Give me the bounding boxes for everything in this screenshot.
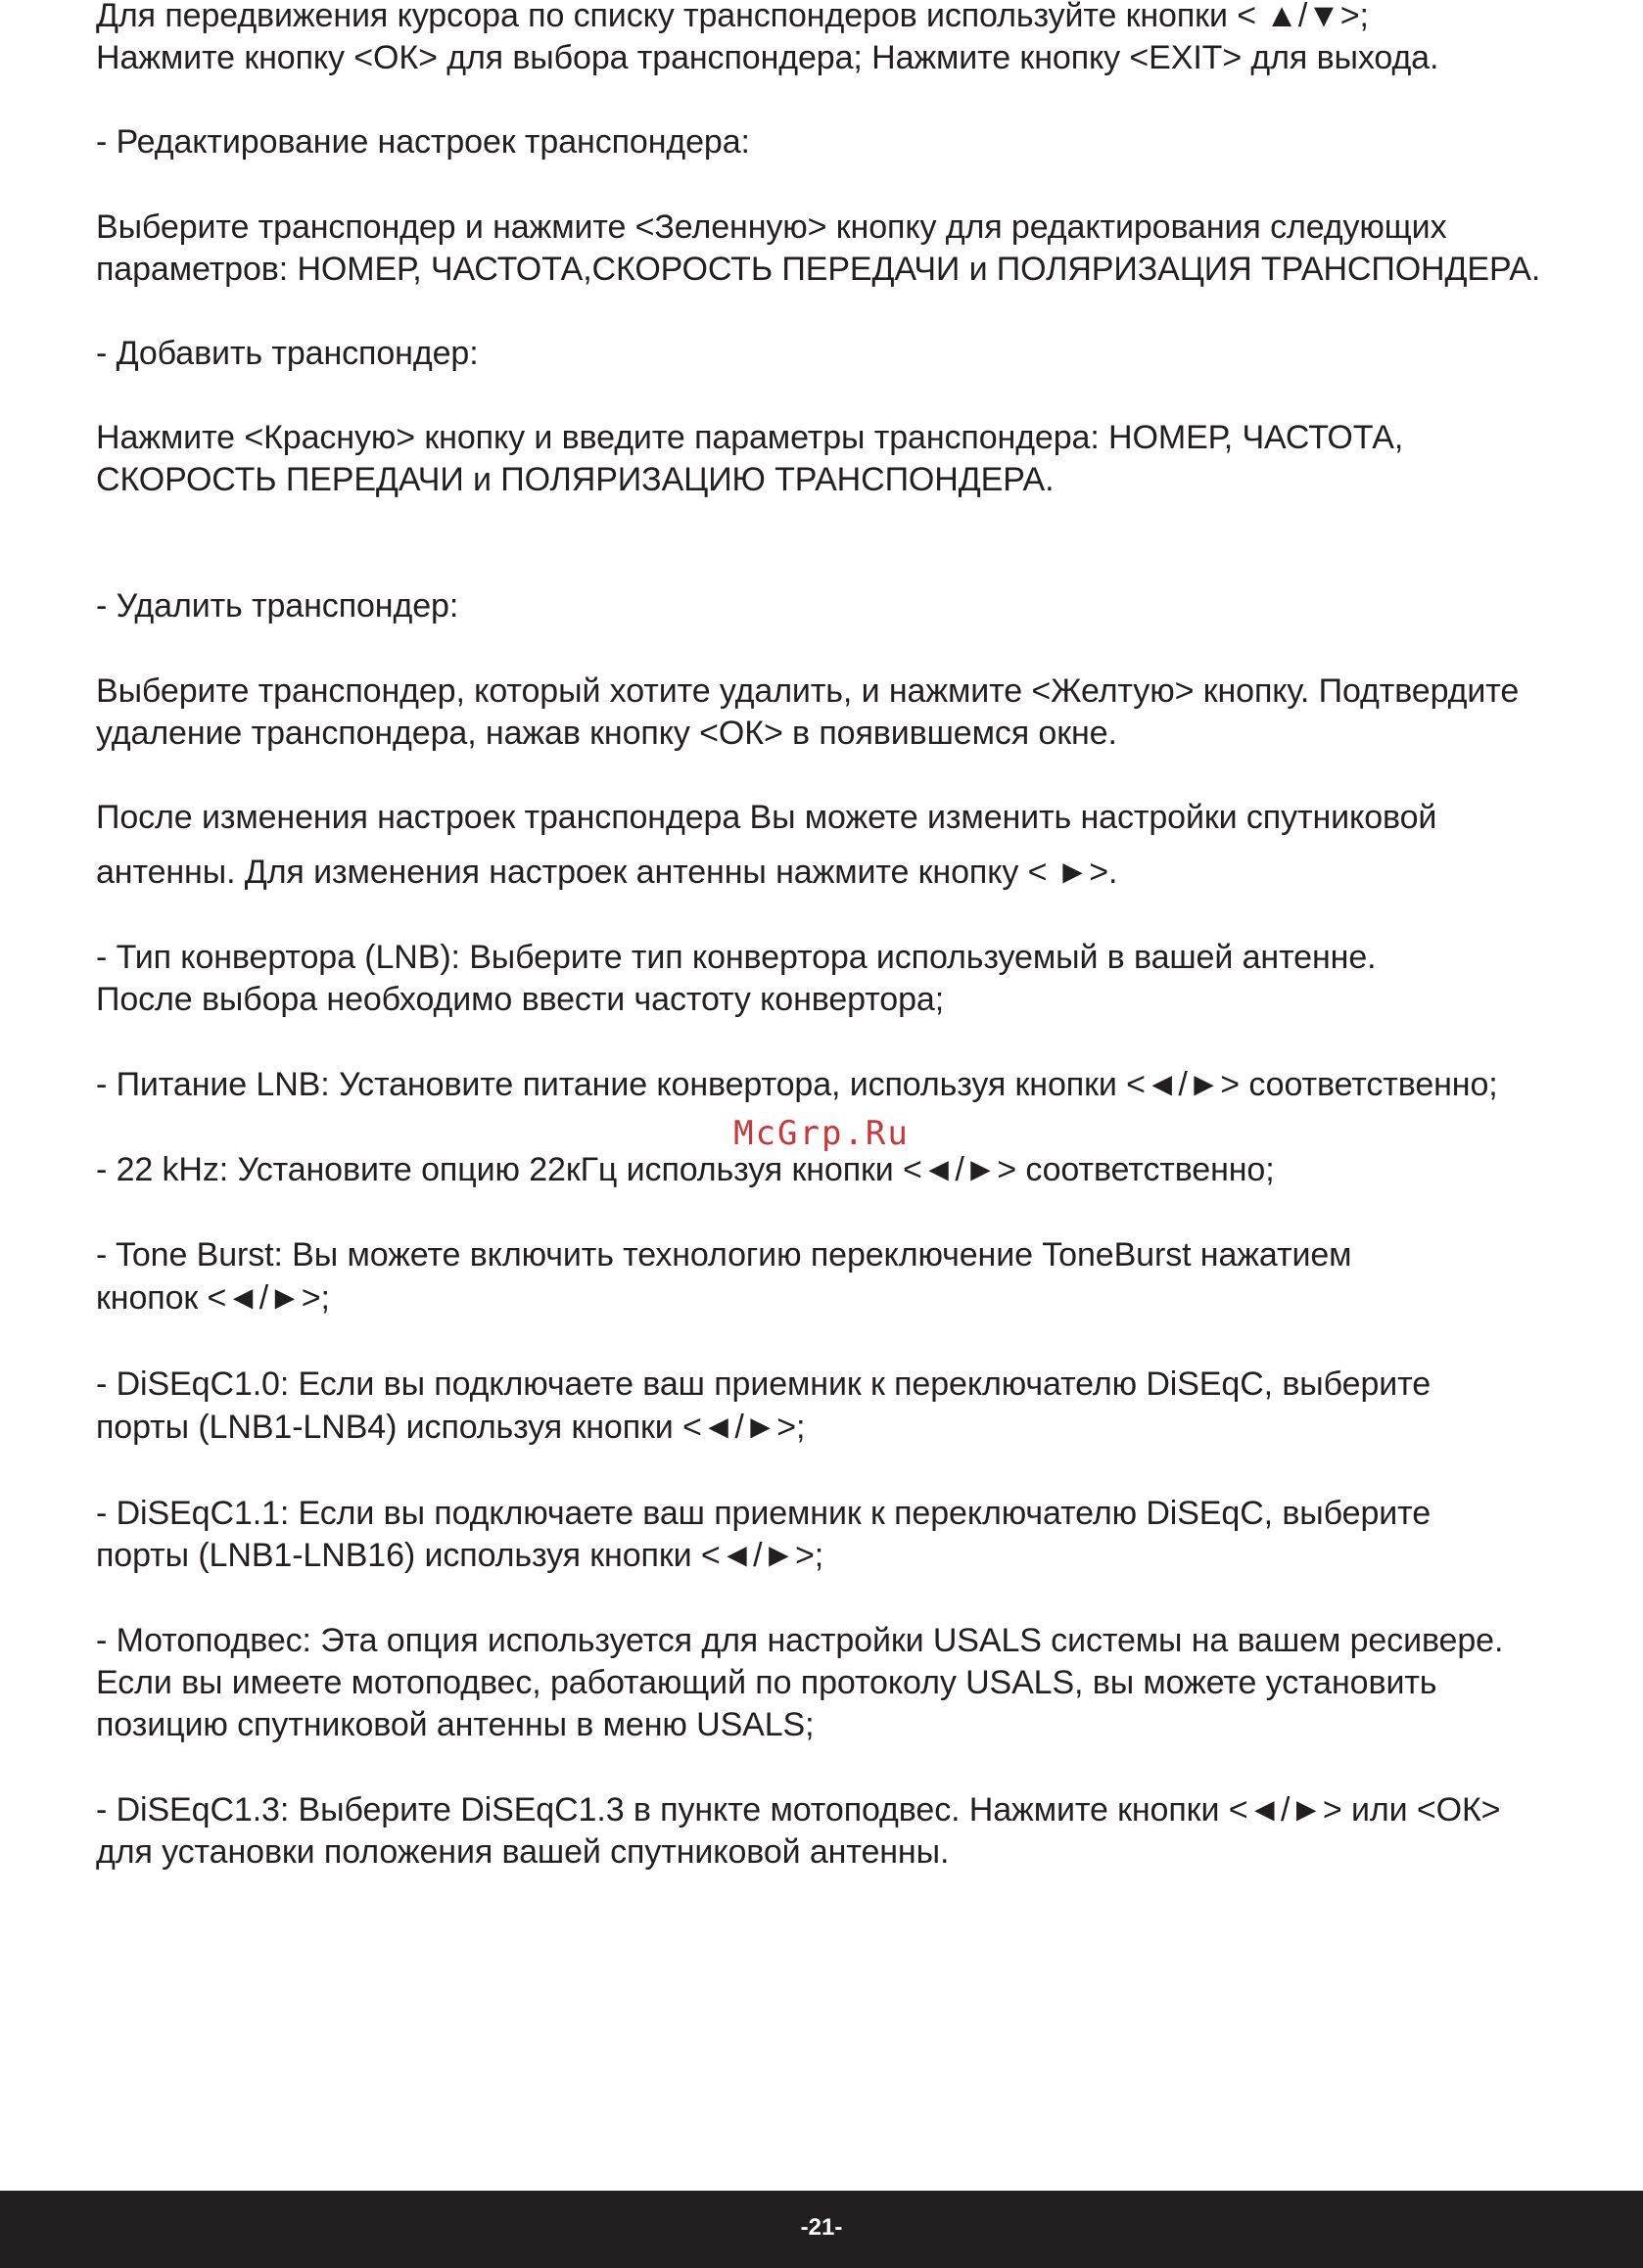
list-item-diseqc13: - DiSEqC1.3: Выберите DiSEqC1.3 в пункте мотоподвес. Нажмите кнопки <◄/►> или <ОК>: [96, 1791, 1501, 1828]
text-line: Выберите транспондер, который хотите удалить, и нажмите <Желтую> кнопку. Подтвердите: [96, 672, 1520, 710]
text-line: Нажмите <Красную> кнопку и введите параметры транспондера: НОМЕР, ЧАСТОТА,: [96, 419, 1404, 456]
text-line: СКОРОСТЬ ПЕРЕДАЧИ и ПОЛЯРИЗАЦИЮ ТРАНСПОНДЕРА.: [96, 461, 1055, 498]
page-footer: [0, 2191, 1643, 2268]
text-line: После выбора необходимо ввести частоту конвертора;: [96, 981, 945, 1018]
text-line: После изменения настроек транспондера Вы можете изменить настройки спутниковой: [96, 799, 1437, 836]
text-line: порты (LNB1-LNB16) используя кнопки <◄/►>;: [96, 1537, 824, 1574]
section-heading-delete: - Удалить транспондер:: [96, 587, 459, 625]
list-item-22khz: - 22 kHz: Установите опцию 22кГц используя кнопки <◄/►> соответственно;: [96, 1151, 1275, 1188]
text-line: Для передвижения курсора по списку транспондеров используйте кнопки < ▲/▼>;: [96, 0, 1369, 34]
list-item-lnb-power: - Питание LNB: Установите питание конвертора, используя кнопки <◄/►> соответственно;: [96, 1066, 1498, 1103]
list-item-diseqc10: - DiSEqC1.0: Если вы подключаете ваш приемник к переключателю DiSEqC, выберите: [96, 1365, 1432, 1403]
watermark: McGrp.Ru: [733, 1114, 910, 1153]
section-heading-edit: - Редактирование настроек транспондера:: [96, 123, 750, 161]
text-line: Выберите транспондер и нажмите <Зеленную> кнопку для редактирования следующих: [96, 208, 1447, 246]
text-line: Нажмите кнопку <ОК> для выбора транспондера; Нажмите кнопку <EXIT> для выхода.: [96, 39, 1439, 76]
text-line: кнопок <◄/►>;: [96, 1279, 330, 1317]
text-line: позицию спутниковой антенны в меню USALS;: [96, 1706, 815, 1743]
text-line: Если вы имеете мотоподвес, работающий по протоколу USALS, вы можете установить: [96, 1664, 1437, 1701]
list-item-tone-burst: - Tone Burst: Вы можете включить технологию переключение ToneBurst нажатием: [96, 1236, 1352, 1273]
text-line: параметров: НОМЕР, ЧАСТОТА,СКОРОСТЬ ПЕРЕДАЧИ и ПОЛЯРИЗАЦИЯ ТРАНСПОНДЕРА.: [96, 251, 1541, 288]
text-line: антенны. Для изменения настроек антенны нажмите кнопку < ►>.: [96, 854, 1118, 891]
list-item-motor: - Мотоподвес: Эта опция используется для настройки USALS системы на вашем ресивере.: [96, 1622, 1504, 1659]
text-line: для установки положения вашей спутниковой антенны.: [96, 1833, 950, 1871]
list-item-diseqc11: - DiSEqC1.1: Если вы подключаете ваш приемник к переключателю DiSEqC, выберите: [96, 1495, 1432, 1532]
text-line: удаление транспондера, нажав кнопку <ОК> в появившемся окне.: [96, 715, 1117, 752]
section-heading-add: - Добавить транспондер:: [96, 335, 479, 372]
list-item-lnb-type: - Тип конвертора (LNB): Выберите тип конвертора используемый в вашей антенне.: [96, 939, 1377, 976]
page-number: -21-: [800, 2214, 843, 2241]
text-line: порты (LNB1-LNB4) используя кнопки <◄/►>;: [96, 1409, 806, 1446]
